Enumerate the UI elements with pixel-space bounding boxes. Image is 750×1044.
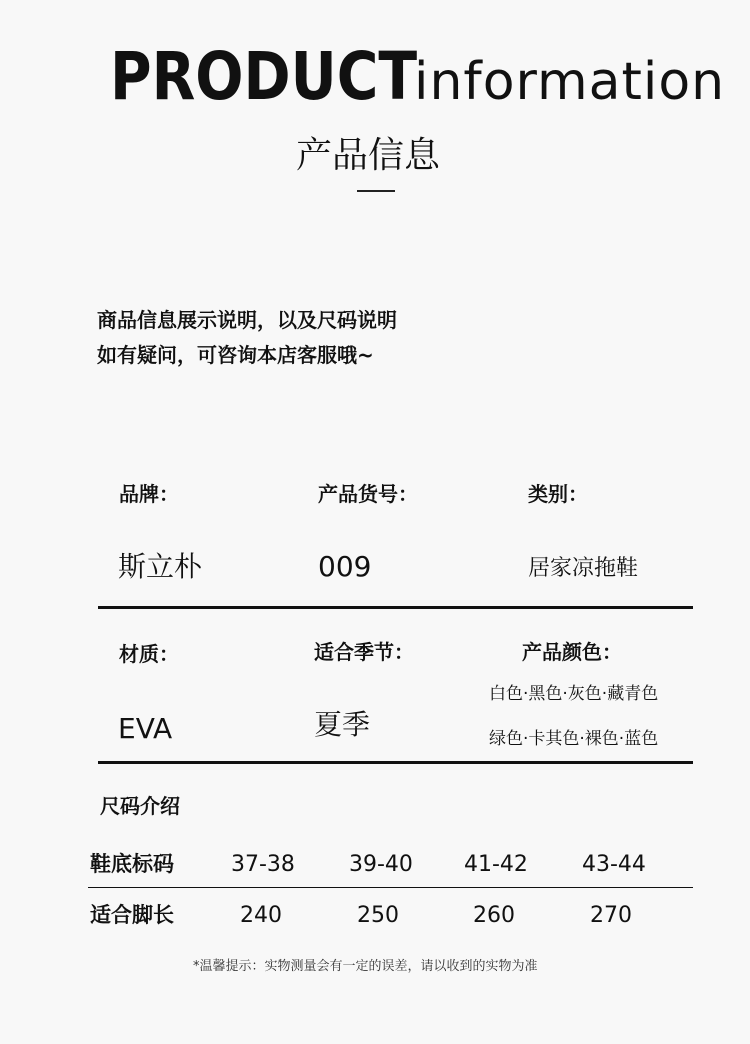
size-title: 尺码介绍 xyxy=(100,794,180,818)
brand-value: 斯立朴 xyxy=(118,550,203,583)
item-number-value: 009 xyxy=(318,550,372,583)
divider-1 xyxy=(98,606,693,609)
size-divider xyxy=(88,887,693,888)
season-value: 夏季 xyxy=(314,708,371,741)
title-underline xyxy=(357,190,395,192)
size-cell: 250 xyxy=(357,903,399,928)
colors-line-1: 白色·黑色·灰色·藏青色 xyxy=(489,684,659,704)
footer-note: *温馨提示：实物测量会有一定的误差，请以收到的实物为准 xyxy=(193,959,538,974)
intro-line-1: 商品信息展示说明，以及尺码说明 xyxy=(97,308,397,332)
size-cell: 37-38 xyxy=(231,852,295,877)
material-value: EVA xyxy=(118,712,173,745)
size-row1-label: 鞋底标码 xyxy=(90,852,174,876)
season-label: 适合季节： xyxy=(314,640,414,664)
title-information: information xyxy=(414,52,726,112)
intro-line-2: 如有疑问，可咨询本店客服哦~ xyxy=(97,343,374,367)
size-cell: 41-42 xyxy=(464,852,528,877)
category-label: 类别： xyxy=(528,482,588,506)
color-label: 产品颜色： xyxy=(522,640,622,664)
size-cell: 39-40 xyxy=(349,852,413,877)
divider-2 xyxy=(98,761,693,764)
item-number-label: 产品货号： xyxy=(318,482,418,506)
material-label: 材质： xyxy=(119,642,179,666)
colors-line-2: 绿色·卡其色·裸色·蓝色 xyxy=(489,729,659,749)
size-row2-label: 适合脚长 xyxy=(90,903,174,927)
title-product: PRODUCT xyxy=(110,38,418,115)
brand-label: 品牌： xyxy=(119,482,179,506)
size-cell: 270 xyxy=(590,903,632,928)
category-value: 居家凉拖鞋 xyxy=(528,556,639,581)
title-chinese: 产品信息 xyxy=(296,135,441,176)
size-cell: 43-44 xyxy=(582,852,646,877)
size-cell: 240 xyxy=(240,903,282,928)
size-cell: 260 xyxy=(473,903,515,928)
